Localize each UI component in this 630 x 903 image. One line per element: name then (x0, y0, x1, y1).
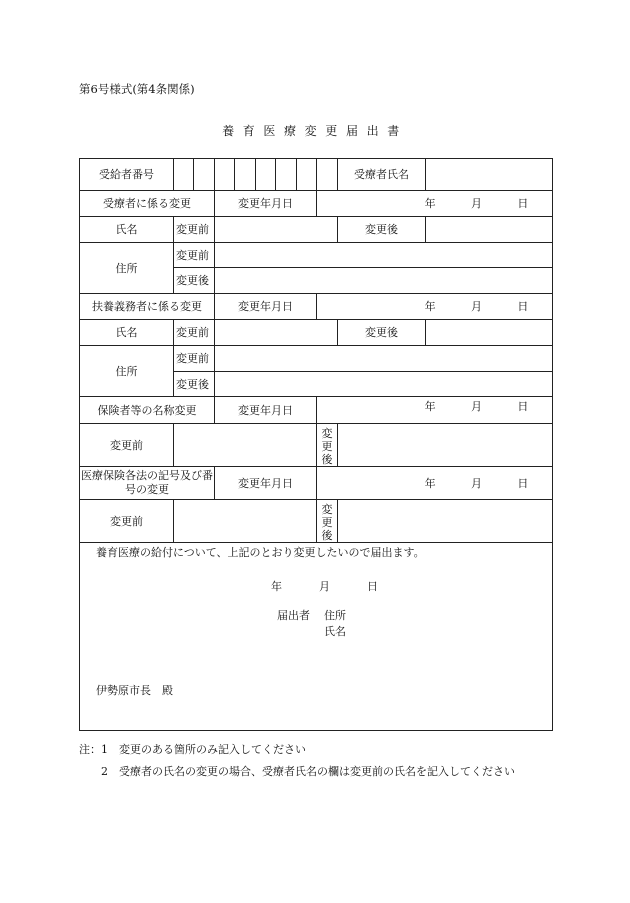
guardian-change-row (80, 294, 553, 320)
recipient-number-digit-4[interactable] (235, 159, 256, 191)
notes (79, 739, 515, 783)
note-1: 注：1 変更のある箇所のみ記入してください (79, 743, 306, 756)
name-label: 氏名 (80, 217, 174, 243)
change-date-label: 変更年月日 (215, 467, 317, 500)
insurance-number-before-field[interactable] (174, 500, 317, 543)
name-after-field[interactable] (426, 217, 553, 243)
recipient-number-digit-2[interactable] (194, 159, 215, 191)
name-after-field[interactable] (426, 320, 553, 346)
declaration-month-label: 月 (319, 580, 330, 593)
document-title: 養育医療変更届出書 (222, 124, 408, 138)
after-label: 変更後 (317, 424, 338, 467)
day-label: 日 (517, 197, 529, 210)
day-label: 日 (517, 476, 529, 490)
change-notification-table (79, 158, 553, 731)
patient-change-row (80, 191, 553, 217)
month-label: 月 (470, 476, 482, 490)
change-date-field[interactable] (317, 467, 553, 500)
form-number-label: 第6号様式(第4条関係) (79, 82, 195, 96)
year-label: 年 (424, 476, 436, 490)
before-label: 変更前 (174, 217, 215, 243)
insurer-before-field[interactable] (174, 424, 317, 467)
recipient-number-row (80, 159, 553, 191)
after-label: 変更後 (338, 217, 426, 243)
after-label: 変更後 (317, 500, 338, 543)
guardian-name-change-row (80, 320, 553, 346)
month-label: 月 (470, 197, 482, 210)
guardian-address-before-row (80, 346, 553, 372)
after-label: 変更後 (174, 268, 215, 294)
name-before-field[interactable] (215, 320, 338, 346)
before-label: 変更前 (174, 346, 215, 372)
address-after-field[interactable] (215, 372, 553, 397)
name-label: 氏名 (80, 320, 174, 346)
insurance-number-change-label: 医療保険各法の記号及び番号の変更 (80, 467, 215, 500)
address-after-field[interactable] (215, 268, 553, 294)
address-before-field[interactable] (215, 346, 553, 372)
recipient-number-digit-1[interactable] (174, 159, 194, 191)
recipient-number-digit-3[interactable] (215, 159, 235, 191)
addressee: 伊勢原市長 殿 (96, 684, 173, 697)
declaration-day-label: 日 (367, 580, 378, 593)
before-label: 変更前 (80, 424, 174, 467)
before-label: 変更前 (80, 500, 174, 543)
notifier-name-label: 氏名 (324, 625, 346, 638)
address-label: 住所 (80, 346, 174, 397)
change-date-label: 変更年月日 (215, 397, 317, 424)
year-label: 年 (424, 197, 436, 210)
declaration-year-label: 年 (271, 580, 282, 593)
recipient-number-digit-7[interactable] (297, 159, 317, 191)
month-label: 月 (470, 400, 482, 413)
before-label: 変更前 (174, 243, 215, 268)
recipient-number-digit-5[interactable] (256, 159, 276, 191)
change-date-field[interactable] (317, 397, 553, 424)
change-date-label: 変更年月日 (215, 294, 317, 320)
patient-address-before-row (80, 243, 553, 268)
insurer-change-row (80, 397, 553, 424)
change-date-label: 変更年月日 (215, 191, 317, 217)
change-date-field[interactable] (317, 191, 553, 217)
address-label: 住所 (80, 243, 174, 294)
note-2: 2 受療者の氏名の変更の場合、受療者氏名の欄は変更前の氏名を記入してください (79, 765, 515, 778)
declaration-row (80, 543, 553, 731)
address-before-field[interactable] (215, 243, 553, 268)
day-label: 日 (517, 300, 529, 313)
patient-name-change-row (80, 217, 553, 243)
recipient-number-digit-8[interactable] (317, 159, 338, 191)
notifier-label: 届出者 (277, 609, 310, 622)
patient-name-field[interactable] (426, 159, 553, 191)
insurance-number-change-row (80, 467, 553, 500)
day-label: 日 (517, 400, 529, 413)
change-date-field[interactable] (317, 294, 553, 320)
insurance-number-before-after-row (80, 500, 553, 543)
guardian-change-label: 扶養義務者に係る変更 (80, 294, 215, 320)
declaration-text: 養育医療の給付について、上記のとおり変更したいので届出ます。 (96, 546, 425, 559)
recipient-number-label: 受給者番号 (80, 159, 174, 191)
name-before-field[interactable] (215, 217, 338, 243)
year-label: 年 (424, 300, 436, 313)
recipient-number-digit-6[interactable] (276, 159, 297, 191)
declaration-cell (80, 543, 553, 731)
patient-name-label: 受療者氏名 (338, 159, 426, 191)
insurer-after-field[interactable] (338, 424, 553, 467)
insurer-change-label: 保険者等の名称変更 (80, 397, 215, 424)
insurer-before-after-row (80, 424, 553, 467)
patient-change-label: 受療者に係る変更 (80, 191, 215, 217)
after-label: 変更後 (174, 372, 215, 397)
after-label: 変更後 (338, 320, 426, 346)
month-label: 月 (470, 300, 482, 313)
before-label: 変更前 (174, 320, 215, 346)
insurance-number-after-field[interactable] (338, 500, 553, 543)
year-label: 年 (424, 400, 436, 413)
notifier-address-label: 住所 (324, 609, 346, 622)
